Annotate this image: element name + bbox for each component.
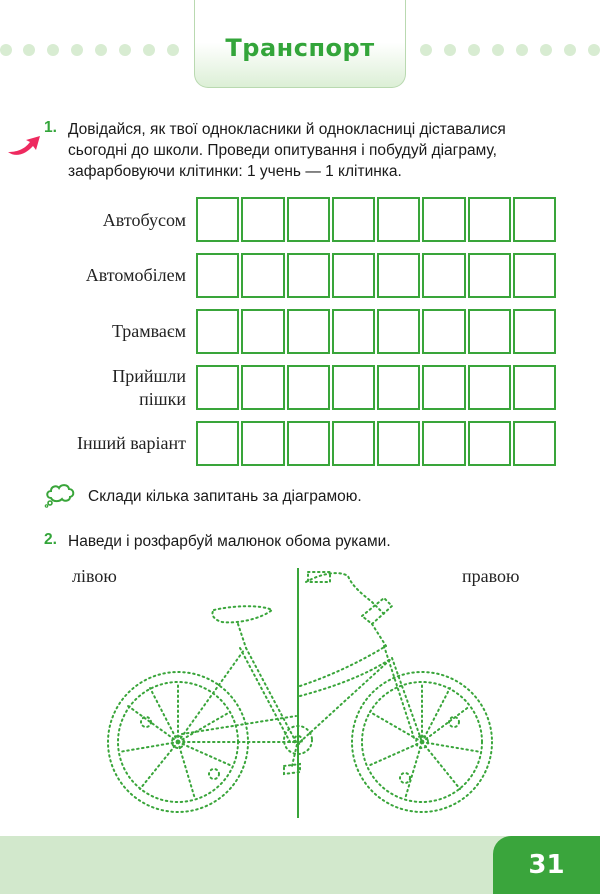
row-label-tram: Трамваєм [111,321,186,341]
grid-cell[interactable] [377,309,420,354]
grid-cell[interactable] [513,365,556,410]
grid-row-walk[interactable] [196,365,556,410]
row-label-car: Автомобілем [85,265,186,285]
grid-cell[interactable] [287,365,330,410]
decorative-dots-left [0,44,194,56]
grid-cell[interactable] [422,197,465,242]
bicycle-tracing-illustration [0,566,600,826]
grid-cell[interactable] [513,197,556,242]
grid-cell[interactable] [196,197,239,242]
grid-cell[interactable] [332,253,375,298]
grid-cell[interactable] [422,253,465,298]
task-1-text-line3: зафарбовуючи клітинки: 1 учень — 1 клітинка. [68,163,402,180]
left-hand-label: лівою [72,566,117,586]
decorative-dots-right [406,44,600,56]
grid-cell[interactable] [287,421,330,466]
grid-cell[interactable] [241,309,284,354]
row-label-other: Інший варіант [77,433,186,453]
grid-row-other[interactable] [196,421,556,466]
grid-cell[interactable] [241,365,284,410]
pointer-arrow-icon [4,132,44,162]
grid-cell[interactable] [196,365,239,410]
grid-cell[interactable] [332,309,375,354]
grid-cell[interactable] [422,365,465,410]
page-number: 31 [493,836,600,894]
row-label-walk-line2: пішки [139,389,186,409]
grid-cell[interactable] [241,197,284,242]
task-1-text-line1: Довідайся, як твої однокласники й однокласниці діставалися [68,121,506,138]
grid-cell[interactable] [377,365,420,410]
grid-cell[interactable] [468,197,511,242]
thought-cloud-icon [44,482,78,508]
grid-row-bus[interactable] [196,197,556,242]
grid-cell[interactable] [513,309,556,354]
page-title: Транспорт [225,34,375,62]
grid-cell[interactable] [241,253,284,298]
task-1-number: 1. [44,119,57,136]
grid-cell[interactable] [468,365,511,410]
grid-row-tram[interactable] [196,309,556,354]
grid-cell[interactable] [287,197,330,242]
task-1-text-line2: сьогодні до школи. Проведи опитування і побудуй діаграму, [68,142,497,159]
grid-cell[interactable] [377,197,420,242]
grid-cell[interactable] [196,309,239,354]
grid-cell[interactable] [332,365,375,410]
grid-cell[interactable] [468,421,511,466]
grid-cell[interactable] [196,253,239,298]
discussion-text: Склади кілька запитань за діаграмою. [88,488,362,505]
grid-cell[interactable] [241,421,284,466]
task-2-text: Наведи і розфарбуй малюнок обома руками. [68,533,391,550]
grid-cell[interactable] [377,421,420,466]
grid-cell[interactable] [468,309,511,354]
grid-cell[interactable] [513,253,556,298]
grid-row-car[interactable] [196,253,556,298]
task-2-number: 2. [44,531,57,548]
grid-cell[interactable] [468,253,511,298]
grid-cell[interactable] [287,253,330,298]
grid-cell[interactable] [513,421,556,466]
grid-cell[interactable] [377,253,420,298]
row-label-bus: Автобусом [102,210,186,230]
grid-cell[interactable] [196,421,239,466]
right-hand-label: правою [462,566,520,586]
row-label-walk-line1: Прийшли [112,366,186,386]
grid-cell[interactable] [422,421,465,466]
grid-cell[interactable] [422,309,465,354]
grid-cell[interactable] [332,197,375,242]
grid-cell[interactable] [287,309,330,354]
grid-cell[interactable] [332,421,375,466]
